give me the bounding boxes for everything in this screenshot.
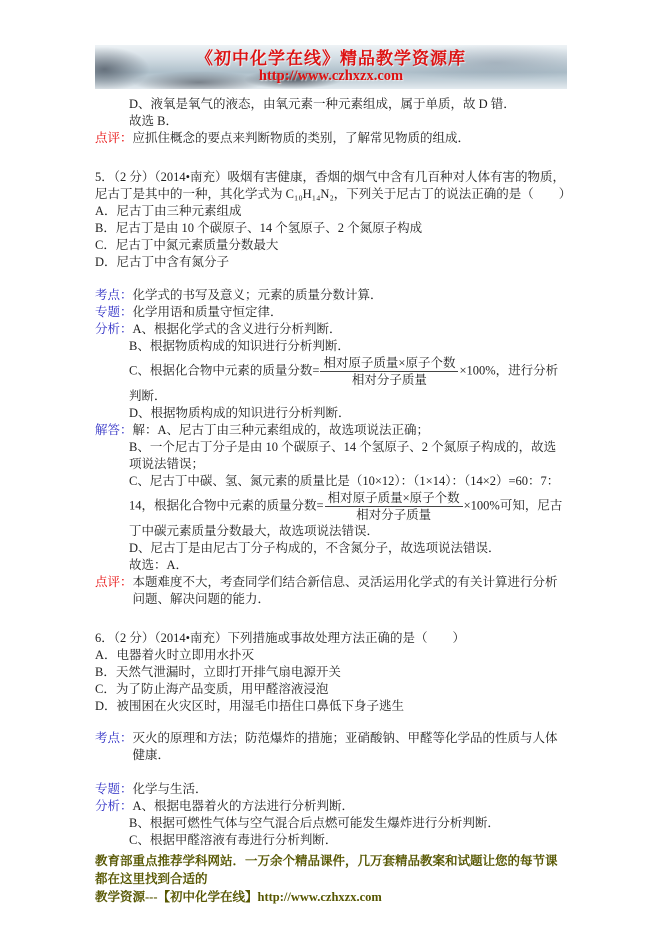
fraction-numerator: 相对原子质量×原子个数 — [320, 355, 458, 372]
q5-answer-c-pre: C、尼古丁中碳、氢、氮元素的质量比是（10×12）：（1×14）：（14×2）=60：7：14，根据化合物中元素的质量分数= — [129, 474, 560, 513]
zhuanti-label: 专题： — [95, 305, 133, 319]
q5-answer-choice: 故选：A． — [129, 558, 189, 572]
q6-analysis-c: C、根据甲醛溶液有毒进行分析判断． — [129, 833, 338, 847]
mass-fraction-formula — [320, 355, 458, 388]
q6-option-b: B．天然气泄漏时，立即打开排气扇电源开关 — [95, 665, 341, 679]
fenxi-label: 分析： — [95, 799, 133, 813]
q5-option-b: B．尼古丁是由 10 个碳原子、14 个氢原子、2 个氮原子构成 — [95, 221, 423, 235]
q5-answer-row — [95, 422, 567, 439]
q5-answer-d: D、尼古丁是由尼古丁分子构成的，不含氮分子，故选项说法错误． — [129, 541, 501, 555]
prev-answer-choice: 故选 B． — [129, 114, 178, 128]
q5-zhuanti-row — [95, 304, 567, 321]
footer-line2-prefix: 教学资源---【初中化学在线】 — [95, 890, 258, 904]
prev-comment-row — [95, 130, 567, 147]
zhuanti-label: 专题： — [95, 782, 133, 796]
kaodian-label: 考点： — [95, 288, 133, 302]
q5-analysis-c-pre: C、根据化合物中元素的质量分数= — [129, 363, 320, 378]
q6-analysis-row — [95, 798, 567, 815]
q5-option-d: D．尼古丁中含有氮分子 — [95, 255, 230, 269]
page-footer — [95, 852, 567, 906]
q5-answer-intro: 解：A、尼古丁由三种元素组成的，故选项说法正确； — [132, 423, 430, 437]
q5-answer-c — [95, 473, 567, 540]
q6-kaodian-text: 灭火的原理和方法；防范爆炸的措施；亚硝酸钠、甲醛等化学品的性质与人体健康． — [132, 731, 558, 762]
q5-analysis-c — [95, 355, 567, 405]
q5-option-c: C．尼古丁中氮元素质量分数最大 — [95, 238, 279, 252]
q6-zhuanti-text: 化学与生活． — [132, 782, 208, 796]
q5-analysis-row — [95, 321, 567, 338]
q6-zhuanti-row — [95, 781, 567, 798]
fraction-numerator: 相对原子质量×原子个数 — [325, 490, 463, 507]
q5-comment-text: 本题难度不大，考查同学们结合新信息、灵活运用化学式的有关计算进行分析问题、解决问题的能力． — [132, 575, 558, 606]
q5-answer-c-post: ×100%可知，尼古丁中碳元素质量分数最大，故选项说法错误． — [129, 498, 563, 538]
q6-option-c: C．为了防止海产品变质，用甲醛溶液浸泡 — [95, 682, 329, 696]
q5-kaodian-row — [95, 287, 567, 304]
q6-analysis-a: A、根据电器着火的方法进行分析判断． — [132, 799, 355, 813]
q5-analysis-d: D、根据物质构成的知识进行分析判断． — [129, 406, 351, 420]
jieda-label: 解答： — [95, 423, 133, 437]
q6-option-d: D．被围困在火灾区时，用湿毛巾捂住口鼻低下身子逃生 — [95, 699, 405, 713]
q5-analysis-b: B、根据物质构成的知识进行分析判断． — [129, 339, 350, 353]
prev-comment-text: 应抓住概念的要点来判断物质的类别，了解常见物质的组成． — [132, 131, 471, 145]
fraction-denominator: 相对分子质量 — [356, 508, 432, 522]
q5-comment-row — [95, 574, 567, 608]
fenxi-label: 分析： — [95, 322, 133, 336]
prev-answer-line-d: D、液氧是氧气的液态，由氧元素一种元素组成，属于单质，故 D 错． — [129, 97, 516, 111]
mass-fraction-formula — [325, 490, 463, 523]
q6-kaodian-row — [95, 730, 567, 764]
comment-label: 点评： — [95, 575, 133, 589]
q5-analysis-c-post: ×100%，进行分析判断． — [129, 363, 559, 403]
q5-stem: 5．（2 分）（2014•南充）吸烟有害健康，香烟的烟气中含有几百种对人体有害的物质，尼古丁是其中的一种，其化学式为 C₁₀H₁₄N₂，下列关于尼古丁的说法正确的是（ ） — [95, 170, 572, 201]
q5-zhuanti-text: 化学用语和质量守恒定律． — [132, 305, 283, 319]
banner-url-link[interactable]: http://www.czhxzx.com — [258, 68, 404, 84]
site-banner — [95, 45, 567, 89]
q5-analysis-a: A、根据化学式的含义进行分析判断． — [132, 322, 342, 336]
banner-title: 《初中化学在线》精品教学资源库 — [196, 49, 466, 68]
q6-analysis-b: B、根据可燃性气体与空气混合后点燃可能发生爆炸进行分析判断． — [129, 816, 500, 830]
q5-option-a: A．尼古丁由三种元素组成 — [95, 204, 242, 218]
footer-line1: 教育部重点推荐学科网站．一万余个精品课件，几万套精品教案和试题让您的每节课都在这里找到合适的 — [95, 854, 558, 886]
footer-url-link[interactable]: http://www.czhxzx.com — [257, 890, 382, 904]
q6-stem: 6．（2 分）（2014•南充）下列措施或事故处理方法正确的是（ ） — [95, 631, 466, 645]
q5-answer-b: B、一个尼古丁分子是由 10 个碳原子、14 个氢原子、2 个氮原子构成的，故选项说法错误； — [129, 440, 557, 471]
fraction-denominator: 相对分子质量 — [351, 373, 427, 387]
kaodian-label: 考点： — [95, 731, 133, 745]
q6-option-a: A．电器着火时立即用水扑灭 — [95, 648, 255, 662]
q5-kaodian-text: 化学式的书写及意义；元素的质量分数计算． — [132, 288, 383, 302]
comment-label: 点评： — [95, 131, 133, 145]
